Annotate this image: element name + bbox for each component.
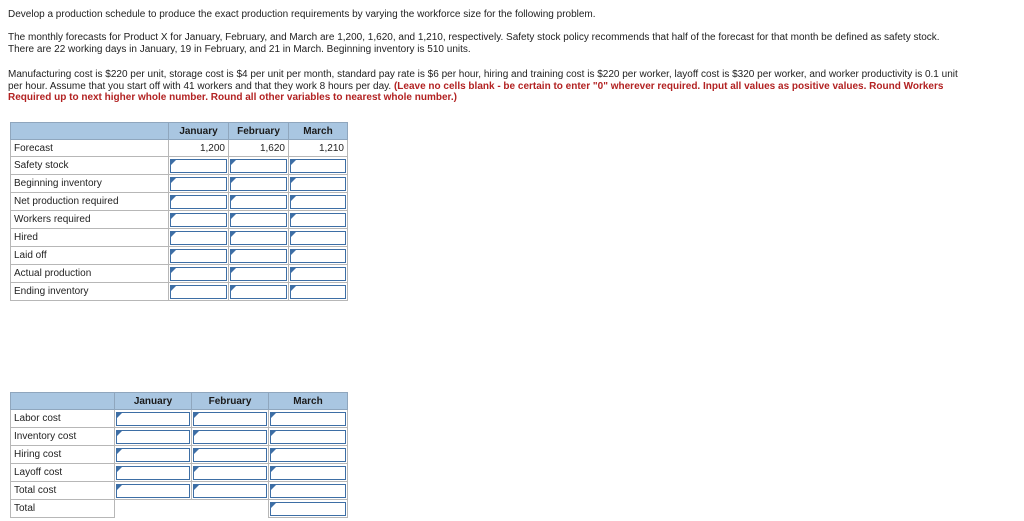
laid-off-january-input[interactable] xyxy=(170,249,227,263)
row-label: Labor cost xyxy=(11,410,115,428)
row-label: Safety stock xyxy=(11,157,169,175)
cost-header-blank xyxy=(11,393,115,410)
net-production-february-input[interactable] xyxy=(230,195,287,209)
row-label: Ending inventory xyxy=(11,283,169,301)
cost-table xyxy=(10,392,348,518)
row-label: Total cost xyxy=(11,482,115,500)
total-cost-january-input[interactable] xyxy=(116,484,190,498)
forecast-text-line2: There are 22 working days in January, 19 in February, and 21 in March. Beginning inventory is 510 units. xyxy=(8,43,471,55)
schedule-row-forecast xyxy=(11,140,348,157)
labor-cost-february-input[interactable] xyxy=(193,412,267,426)
total-cost-march-input[interactable] xyxy=(270,484,346,498)
layoff-cost-february-input[interactable] xyxy=(193,466,267,480)
row-label: Beginning inventory xyxy=(11,175,169,193)
cost-text-line1: Manufacturing cost is $220 per unit, storage cost is $4 per unit per month, standard pay rate is $6 per hour, hiring and training cost is $220 per worker, layoff cost is $320 per worker, and worker productivity is 0.1 unit xyxy=(8,69,958,80)
labor-cost-january-input[interactable] xyxy=(116,412,190,426)
cost-text xyxy=(8,69,1018,104)
cost-row-total xyxy=(11,500,348,518)
inventory-cost-march-input[interactable] xyxy=(270,430,346,444)
laid-off-february-input[interactable] xyxy=(230,249,287,263)
cost-header-february: February xyxy=(192,393,269,410)
row-label: Hired xyxy=(11,229,169,247)
forecast-value-march: 1,210 xyxy=(289,140,348,157)
net-production-march-input[interactable] xyxy=(290,195,346,209)
hired-march-input[interactable] xyxy=(290,231,346,245)
ending-inventory-february-input[interactable] xyxy=(230,285,287,299)
actual-production-february-input[interactable] xyxy=(230,267,287,281)
laid-off-march-input[interactable] xyxy=(290,249,346,263)
ending-inventory-january-input[interactable] xyxy=(170,285,227,299)
workers-required-february-input[interactable] xyxy=(230,213,287,227)
beginning-inventory-march-input[interactable] xyxy=(290,177,346,191)
safety-stock-february-input[interactable] xyxy=(230,159,287,173)
labor-cost-march-input[interactable] xyxy=(270,412,346,426)
schedule-header-february: February xyxy=(229,123,289,140)
beginning-inventory-january-input[interactable] xyxy=(170,177,227,191)
hiring-cost-march-input[interactable] xyxy=(270,448,346,462)
beginning-inventory-february-input[interactable] xyxy=(230,177,287,191)
inventory-cost-february-input[interactable] xyxy=(193,430,267,444)
hired-january-input[interactable] xyxy=(170,231,227,245)
actual-production-march-input[interactable] xyxy=(290,267,346,281)
cost-header-march: March xyxy=(269,393,348,410)
instruction-text-cont: Required up to next higher whole number. Round all other variables to nearest whole number.) xyxy=(8,92,457,103)
row-label: Inventory cost xyxy=(11,428,115,446)
intro-text: Develop a production schedule to produce the exact production requirements by varying the workforce size for the following problem. xyxy=(8,9,596,20)
cost-text-line2: per hour. Assume that you start off with 41 workers and that they work 8 hours per day. xyxy=(8,80,394,92)
hiring-cost-january-input[interactable] xyxy=(116,448,190,462)
schedule-row xyxy=(11,211,348,229)
ending-inventory-march-input[interactable] xyxy=(290,285,346,299)
schedule-row xyxy=(11,229,348,247)
forecast-value-january: 1,200 xyxy=(169,140,229,157)
total-cost-february-input[interactable] xyxy=(193,484,267,498)
instruction-text: (Leave no cells blank - be certain to enter "0" wherever required. Input all values as positive values. Round Workers xyxy=(393,80,944,92)
forecast-value-february: 1,620 xyxy=(229,140,289,157)
schedule-row xyxy=(11,247,348,265)
schedule-header-march: March xyxy=(289,123,348,140)
workers-required-march-input[interactable] xyxy=(290,213,346,227)
layoff-cost-march-input[interactable] xyxy=(270,466,346,480)
inventory-cost-january-input[interactable] xyxy=(116,430,190,444)
schedule-row xyxy=(11,283,348,301)
schedule-row xyxy=(11,157,348,175)
hired-february-input[interactable] xyxy=(230,231,287,245)
actual-production-january-input[interactable] xyxy=(170,267,227,281)
cost-row xyxy=(11,428,348,446)
safety-stock-january-input[interactable] xyxy=(170,159,227,173)
schedule-row xyxy=(11,175,348,193)
row-label: Actual production xyxy=(11,265,169,283)
cost-row xyxy=(11,410,348,428)
grand-total-input[interactable] xyxy=(270,502,346,516)
row-label: Forecast xyxy=(11,140,169,157)
schedule-header-blank xyxy=(11,123,169,140)
schedule-row xyxy=(11,193,348,211)
row-label: Hiring cost xyxy=(11,446,115,464)
row-label: Workers required xyxy=(11,211,169,229)
cost-header-january: January xyxy=(115,393,192,410)
row-label: Total xyxy=(11,500,115,518)
cost-row xyxy=(11,482,348,500)
row-label: Layoff cost xyxy=(11,464,115,482)
cost-row xyxy=(11,464,348,482)
net-production-january-input[interactable] xyxy=(170,195,227,209)
layoff-cost-january-input[interactable] xyxy=(116,466,190,480)
workers-required-january-input[interactable] xyxy=(170,213,227,227)
cost-row xyxy=(11,446,348,464)
forecast-text-line1: The monthly forecasts for Product X for January, February, and March are 1,200, 1,620, and 1,210, respectively. Safety stock policy recommends that half of the forecast for that month be defined as safety stock. xyxy=(8,32,940,43)
safety-stock-march-input[interactable] xyxy=(290,159,346,173)
row-label: Net production required xyxy=(11,193,169,211)
row-label: Laid off xyxy=(11,247,169,265)
schedule-table xyxy=(10,122,348,301)
forecast-text xyxy=(8,32,1018,55)
schedule-header-january: January xyxy=(169,123,229,140)
hiring-cost-february-input[interactable] xyxy=(193,448,267,462)
schedule-row xyxy=(11,265,348,283)
